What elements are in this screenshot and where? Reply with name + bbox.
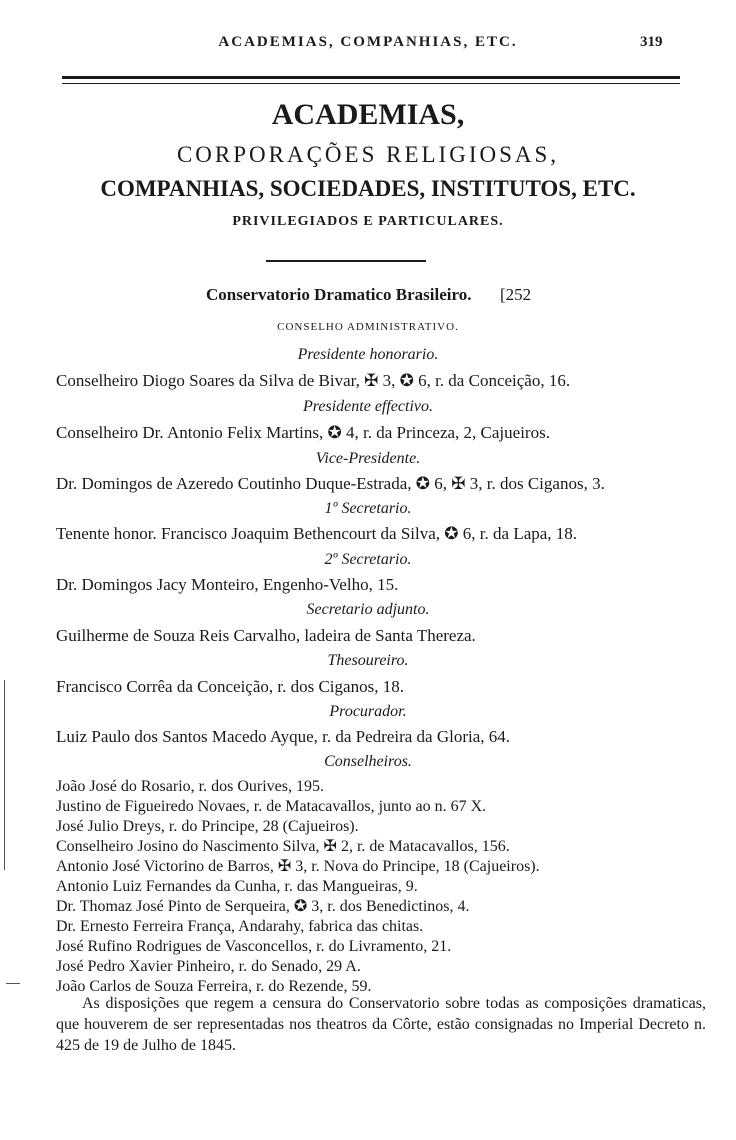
officer-entry: Luiz Paulo dos Santos Macedo Ayque, r. da Pedreira da Gloria, 64. xyxy=(56,727,511,746)
role-label: 2º Secretario. xyxy=(324,551,412,568)
running-header: ACADEMIAS, COMPANHIAS, ETC. xyxy=(218,34,518,50)
conselheiro-entry: João Carlos de Souza Ferreira, r. do Rezende, 59. xyxy=(56,978,372,995)
conselheiro-entry: José Julio Dreys, r. do Principe, 28 (Cajueiros). xyxy=(56,818,359,835)
conselheiro-entry: Antonio Luiz Fernandes da Cunha, r. das Mangueiras, 9. xyxy=(56,878,418,895)
role-label: Vice-Presidente. xyxy=(315,450,421,467)
officer-entry: Conselheiro Diogo Soares da Silva de Bivar, ✠ 3, ✪ 6, r. da Conceição, 16. xyxy=(56,371,571,390)
closing-paragraph: As disposições que regem a censura do Conservatorio sobre todas as composições dramaticas, que houverem de ser representadas nos theatros da Côrte, estão consignadas no Imperial Decreto n. 425 de 19 de Julho de 1845. xyxy=(56,995,706,1054)
page-number: 319 xyxy=(640,34,663,50)
conselheiro-entry: Conselheiro Josino do Nascimento Silva, ✠ 2, r. de Matacavallos, 156. xyxy=(56,838,510,855)
officer-entry: Tenente honor. Francisco Joaquim Bethencourt da Silva, ✪ 6, r. da Lapa, 18. xyxy=(56,524,578,543)
section-title: Conservatorio Dramatico Brasileiro. xyxy=(206,285,472,304)
role-label: Procurador. xyxy=(329,703,407,720)
role-label: Presidente honorario. xyxy=(297,346,439,363)
role-label: 1º Secretario. xyxy=(324,500,412,517)
officer-entry: Guilherme de Souza Reis Carvalho, ladeira de Santa Thereza. xyxy=(56,626,476,645)
conselheiro-entry: João José do Rosario, r. dos Ourives, 195. xyxy=(56,778,324,795)
title-divider xyxy=(266,260,426,262)
margin-mark xyxy=(6,983,20,984)
council-heading: CONSELHO ADMINISTRATIVO. xyxy=(277,321,459,333)
role-label: Presidente effectivo. xyxy=(302,398,433,415)
conselheiro-entry: Justino de Figueiredo Novaes, r. de Matacavallos, junto ao n. 67 X. xyxy=(56,798,487,815)
title-companhias: COMPANHIAS, SOCIEDADES, INSTITUTOS, ETC. xyxy=(100,176,636,201)
conselheiro-entry: José Pedro Xavier Pinheiro, r. do Senado, 29 A. xyxy=(56,958,361,975)
conselheiro-entry: Antonio José Victorino de Barros, ✠ 3, r. Nova do Principe, 18 (Cajueiros). xyxy=(56,858,540,875)
section-number: [252 xyxy=(500,285,532,304)
conselheiros-label: Conselheiros. xyxy=(324,753,412,770)
conselheiro-entry: José Rufino Rodrigues de Vasconcellos, r. do Livramento, 21. xyxy=(56,938,452,955)
officer-entry: Francisco Corrêa da Conceição, r. dos Ciganos, 18. xyxy=(56,677,404,696)
officer-entry: Conselheiro Dr. Antonio Felix Martins, ✪ 4, r. da Princeza, 2, Cajueiros. xyxy=(56,423,550,442)
title-academias: ACADEMIAS, xyxy=(271,98,465,131)
officer-entry: Dr. Domingos de Azeredo Coutinho Duque-Estrada, ✪ 6, ✠ 3, r. dos Ciganos, 3. xyxy=(56,474,605,493)
conselheiro-entry: Dr. Ernesto Ferreira França, Andarahy, fabrica das chitas. xyxy=(56,918,424,935)
header-rule-thick xyxy=(62,76,680,79)
margin-mark xyxy=(4,680,5,870)
officer-entry: Dr. Domingos Jacy Monteiro, Engenho-Velho, 15. xyxy=(56,575,399,594)
title-privilegiados: PRIVILEGIADOS E PARTICULARES. xyxy=(232,214,504,229)
role-label: Secretario adjunto. xyxy=(306,601,430,618)
header-rule-thin xyxy=(62,83,680,84)
conselheiro-entry: Dr. Thomaz José Pinto de Serqueira, ✪ 3, r. dos Benedictinos, 4. xyxy=(56,898,470,915)
role-label: Thesoureiro. xyxy=(327,652,409,669)
title-corporacoes: CORPORAÇÕES RELIGIOSAS, xyxy=(176,142,560,167)
